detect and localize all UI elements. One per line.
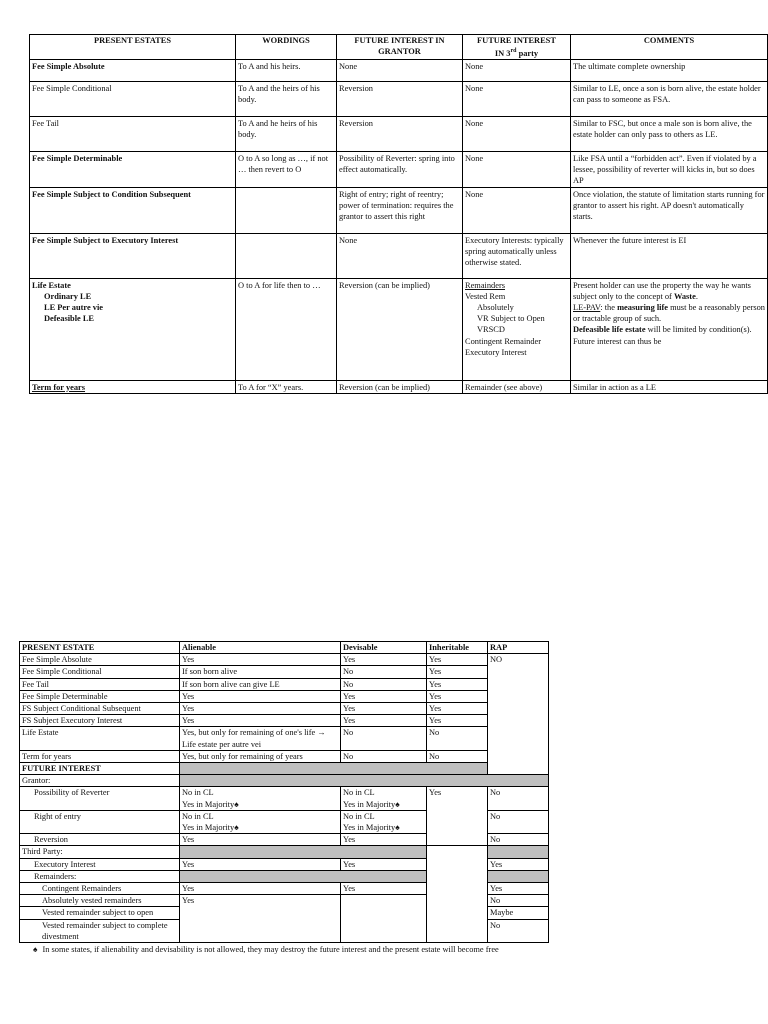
- table-row: [30, 278, 768, 380]
- estate-name-cell: Life Estate: [20, 727, 180, 750]
- inheritable-cell: Yes: [427, 666, 488, 678]
- column-header: FUTURE INTEREST IN GRANTOR: [337, 35, 463, 60]
- alienable-cell: Yes: [180, 703, 341, 715]
- estate-cell: Term for years: [30, 380, 236, 393]
- estate-cell: Fee Simple Determinable: [30, 152, 236, 188]
- column-header: FUTURE INTEREST IN 3rd party: [463, 35, 571, 60]
- table-row: [30, 82, 768, 117]
- devisable-line: No in CL: [343, 811, 375, 821]
- comment-term: LE-PAV: [573, 303, 601, 313]
- section-header-row: [20, 763, 549, 775]
- third-party-cell: None: [463, 82, 571, 117]
- future-interest-name: Absolutely vested remainders: [20, 895, 180, 907]
- alienable-cell: If son born alive: [180, 666, 341, 678]
- inheritable-cell: Yes: [427, 787, 488, 846]
- devisable-cell: Yes: [341, 654, 427, 666]
- estate-subtype: Ordinary LE: [44, 291, 92, 301]
- devisable-cell: [341, 787, 427, 810]
- rap-cell: Maybe: [488, 907, 549, 919]
- inheritable-cell: Yes: [427, 715, 488, 727]
- rap-cell: No: [488, 919, 549, 942]
- comment-bold: measuring life: [617, 303, 669, 313]
- estate-cell: Fee Simple Subject to Executory Interest: [30, 233, 236, 278]
- devisable-cell: [341, 810, 427, 833]
- rap-cell: No: [488, 834, 549, 846]
- future-interest-name: Reversion: [20, 834, 180, 846]
- remainder-type: VRSCD: [477, 325, 505, 335]
- alienable-line: No in CL: [182, 788, 214, 798]
- alienable-cell: Yes: [180, 883, 341, 895]
- gray-band: [180, 763, 488, 775]
- devisable-cell: Yes: [341, 834, 427, 846]
- table-row: [20, 690, 549, 702]
- estate-cell: [30, 278, 236, 380]
- estates-comparison-table: [29, 34, 768, 394]
- comment-text: Present holder can use the property the way he wants subject only to the concept of: [573, 280, 751, 301]
- devisable-cell: Yes: [341, 703, 427, 715]
- alienable-cell: If son born alive can give LE: [180, 678, 341, 690]
- rap-cell: Yes: [488, 858, 549, 870]
- table-row: [20, 787, 549, 810]
- alienability-table: [19, 641, 549, 943]
- alienable-line: No in CL: [182, 811, 214, 821]
- remainders-label: Remainders:: [20, 870, 180, 882]
- estate-cell: Fee Simple Conditional: [30, 82, 236, 117]
- estate-name-cell: FS Subject Conditional Subsequent: [20, 703, 180, 715]
- rap-cell: Yes: [488, 883, 549, 895]
- table-row: [30, 117, 768, 152]
- alienable-cell: Yes: [180, 858, 341, 870]
- devisable-cell: No: [341, 666, 427, 678]
- comment-text: .: [695, 291, 698, 301]
- grantor-cell: None: [337, 233, 463, 278]
- comments-cell: Similar in action as a LE: [571, 380, 768, 393]
- inheritable-cell: Yes: [427, 703, 488, 715]
- inheritable-cell: Yes: [427, 690, 488, 702]
- future-interest-name: Contingent Remainders: [20, 883, 180, 895]
- future-interest-name: Possibility of Reverter: [20, 787, 180, 810]
- alienable-cell: Yes: [180, 715, 341, 727]
- column-header: RAP: [488, 642, 549, 654]
- wording-cell: To A and the heirs of his body.: [236, 82, 337, 117]
- section-header-row: [20, 775, 549, 787]
- comments-cell: Similar to FSC, but once a male son is born alive, the estate holder can only pass to others as LE.: [571, 117, 768, 152]
- column-header: Inheritable: [427, 642, 488, 654]
- wording-cell: To A and his heirs.: [236, 60, 337, 82]
- comments-cell: Similar to LE, once a son is born alive, the estate holder can pass to someone as FSA.: [571, 82, 768, 117]
- footnote-text: In some states, if alienability and devisability is not allowed, they may destroy the future interest and the present estate will become free: [42, 945, 499, 954]
- gray-band: [180, 870, 427, 882]
- column-header: PRESENT ESTATES: [30, 35, 236, 60]
- rap-cell: No: [488, 895, 549, 907]
- estate-name-cell: Fee Simple Determinable: [20, 690, 180, 702]
- comments-cell: [571, 278, 768, 380]
- third-party-cell: Executory Interests: typically spring automatically unless otherwise stated.: [463, 233, 571, 278]
- devisable-line: Yes in Majority♠: [343, 799, 400, 809]
- grantor-cell: Reversion (can be implied): [337, 380, 463, 393]
- rap-cell: No: [488, 810, 549, 833]
- alienable-cell: Yes: [180, 654, 341, 666]
- column-header: WORDINGS: [236, 35, 337, 60]
- comment-bold: Defeasible life estate: [573, 325, 646, 335]
- table-row: [20, 654, 549, 666]
- rap-cell: NO: [488, 654, 549, 775]
- devisable-line: Yes in Majority♠: [343, 823, 400, 833]
- comments-cell: Once violation, the statute of limitation starts running for grantor to assert his right. AP doesn't automatically starts.: [571, 187, 768, 233]
- footnote: [33, 945, 499, 954]
- third-party-cell: Remainder (see above): [463, 380, 571, 393]
- table-row: [30, 233, 768, 278]
- estate-name: Life Estate: [32, 280, 71, 290]
- estate-name-cell: Term for years: [20, 750, 180, 762]
- comments-cell: Like FSA until a “forbidden act”. Even if violated by a lessee, possibility of reverter will kicks in, but so does AP: [571, 152, 768, 188]
- estate-name-cell: FS Subject Executory Interest: [20, 715, 180, 727]
- remainder-type: Contingent Remainder: [465, 336, 542, 346]
- table-row: [30, 152, 768, 188]
- table-row: [20, 703, 549, 715]
- estate-name-cell: Fee Simple Absolute: [20, 654, 180, 666]
- gray-band: [180, 775, 549, 787]
- column-header: COMMENTS: [571, 35, 768, 60]
- future-interest-name: Vested remainder subject to open: [20, 907, 180, 919]
- inheritable-cell: Yes: [427, 654, 488, 666]
- third-party-label: Third Party:: [20, 846, 180, 858]
- wording-cell: O to A so long as …, if not … then revert to O: [236, 152, 337, 188]
- grantor-label: Grantor:: [20, 775, 180, 787]
- wording-cell: [236, 233, 337, 278]
- comments-cell: The ultimate complete ownership: [571, 60, 768, 82]
- alienable-cell: Yes, but only for remaining of one's life → Life estate per autre vei: [180, 727, 341, 750]
- third-party-cell: None: [463, 187, 571, 233]
- estate-cell: Fee Simple Subject to Condition Subsequent: [30, 187, 236, 233]
- wording-cell: To A for “X” years.: [236, 380, 337, 393]
- wording-cell: [236, 187, 337, 233]
- devisable-line: No in CL: [343, 788, 375, 798]
- grantor-cell: Right of entry; right of reentry; power of termination: requires the grantor to assert this right: [337, 187, 463, 233]
- gray-band: [488, 870, 549, 882]
- devisable-cell: No: [341, 678, 427, 690]
- comment-text: must be a reasonably person or tractable group of such.: [573, 303, 765, 324]
- grantor-cell: Reversion: [337, 117, 463, 152]
- remainder-type: Executory Interest: [465, 347, 527, 357]
- table-row: [20, 678, 549, 690]
- third-party-cell: None: [463, 117, 571, 152]
- table-header-row: [30, 35, 768, 60]
- future-interest-name: Executory Interest: [20, 858, 180, 870]
- remainders-heading: Remainders: [465, 280, 506, 290]
- devisable-cell: [341, 895, 427, 943]
- future-interest-name: Right of entry: [20, 810, 180, 833]
- grantor-cell: Reversion: [337, 82, 463, 117]
- inheritable-cell: Yes: [427, 678, 488, 690]
- wording-cell: O to A for life then to …: [236, 278, 337, 380]
- grantor-cell: None: [337, 60, 463, 82]
- estate-name-cell: Fee Tail: [20, 678, 180, 690]
- alienable-line: Yes in Majority♠: [182, 799, 239, 809]
- table-row: [30, 60, 768, 82]
- table-row: [30, 187, 768, 233]
- devisable-cell: Yes: [341, 690, 427, 702]
- devisable-cell: No: [341, 727, 427, 750]
- grantor-cell: Reversion (can be implied): [337, 278, 463, 380]
- comment-bold: Waste: [673, 291, 696, 301]
- alienable-cell: Yes: [180, 690, 341, 702]
- table-header-row: [20, 642, 549, 654]
- inheritable-cell: [427, 846, 488, 943]
- third-party-cell: [463, 278, 571, 380]
- estate-subtype: LE Per autre vie: [44, 303, 104, 313]
- devisable-cell: Yes: [341, 883, 427, 895]
- wording-cell: To A and he heirs of his body.: [236, 117, 337, 152]
- estate-subtype: Defeasible LE: [44, 314, 95, 324]
- table-row: [20, 750, 549, 762]
- inheritable-cell: No: [427, 750, 488, 762]
- column-header: PRESENT ESTATE: [20, 642, 180, 654]
- alienable-cell: Yes: [180, 895, 341, 943]
- remainder-type: VR Subject to Open: [477, 314, 545, 324]
- estate-cell: Fee Tail: [30, 117, 236, 152]
- grantor-cell: Possibility of Reverter: spring into effect automatically.: [337, 152, 463, 188]
- alienable-line: Yes in Majority♠: [182, 823, 239, 833]
- estate-name-cell: Fee Simple Conditional: [20, 666, 180, 678]
- remainder-type: Vested Rem: [465, 291, 506, 301]
- future-interest-heading: FUTURE INTEREST: [20, 763, 180, 775]
- third-party-cell: None: [463, 60, 571, 82]
- table-row: [20, 727, 549, 750]
- gray-band: [488, 846, 549, 858]
- rap-cell: No: [488, 787, 549, 810]
- inheritable-cell: No: [427, 727, 488, 750]
- third-party-cell: None: [463, 152, 571, 188]
- comments-cell: Whenever the future interest is EI: [571, 233, 768, 278]
- remainder-type: Absolutely: [477, 303, 514, 313]
- alienable-cell: [180, 787, 341, 810]
- devisable-cell: Yes: [341, 858, 427, 870]
- devisable-cell: Yes: [341, 715, 427, 727]
- column-header: Alienable: [180, 642, 341, 654]
- table-row: [20, 715, 549, 727]
- devisable-cell: No: [341, 750, 427, 762]
- alienable-cell: [180, 810, 341, 833]
- alienable-cell: Yes, but only for remaining of years: [180, 750, 341, 762]
- section-header-row: [20, 846, 549, 858]
- table-row: [20, 666, 549, 678]
- table-row: [30, 380, 768, 393]
- comment-text: : the: [600, 303, 618, 313]
- spade-icon: ♠: [33, 945, 38, 954]
- column-header: Devisable: [341, 642, 427, 654]
- future-interest-name: Vested remainder subject to complete divestment: [20, 919, 180, 942]
- gray-band: [180, 846, 427, 858]
- comment-text: will be limited by condition(s). Future interest can thus be: [573, 325, 752, 346]
- alienable-cell: Yes: [180, 834, 341, 846]
- estate-cell: Fee Simple Absolute: [30, 60, 236, 82]
